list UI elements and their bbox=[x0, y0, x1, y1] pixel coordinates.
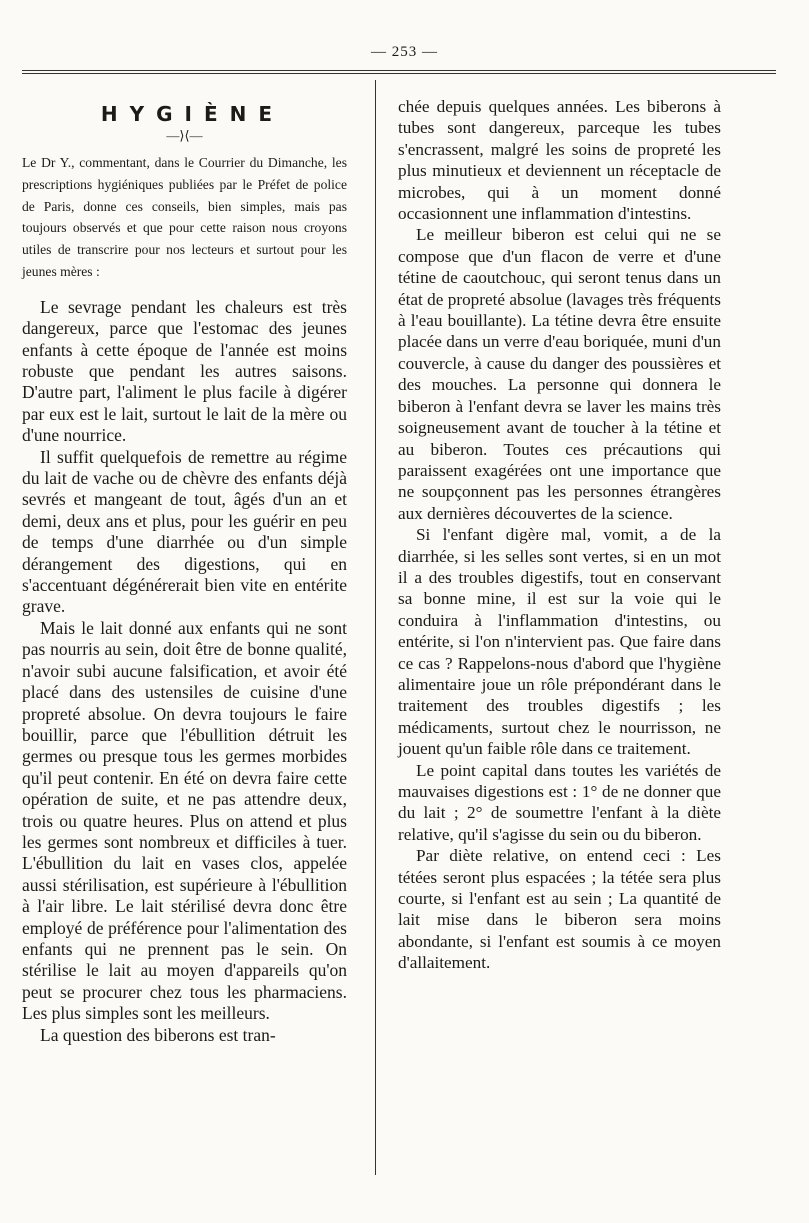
paragraph-continuation: chée depuis quelques années. Les biberons à tubes sont dangereux, parceque les tubes s'encrassent, malgré les soins de propreté les plus minutieux et deviennent un réceptacle de microbes, qui à un moment donné occasionnent une inflammation d'intestins. bbox=[398, 97, 721, 224]
paragraph: Il suffit quelquefois de remettre au régime du lait de vache ou de chèvre des enfants déjà sevrés et mangeant de tout, âgés d'un an et demi, deux ans et plus, pour les guérir en peu de temps d'une diarrhée ou d'un simple dérangement des digestions, qui en s'accentuant dégénérerait bien vite en entérite grave. bbox=[22, 446, 347, 617]
page-number: — 253 — bbox=[371, 44, 438, 60]
paragraph: Si l'enfant digère mal, vomit, a de la diarrhée, si les selles sont vertes, si en un mot il a des troubles digestifs, tout en conservant sa bonne mine, il est sur la voie qui le conduira à l'inflammation d'intestins, ou entérite, si l'on n'intervient pas. Que faire dans ce cas ? Rappelons-nous d'abord que l'hygiène alimentaire joue un rôle prépondérant dans le traitement des troubles digestifs ; les médicaments, surtout chez le nourrisson, ne jouent qu'un faible rôle dans ce traitement. bbox=[398, 525, 721, 759]
paragraph: Le meilleur biberon est celui qui ne se compose que d'un flacon de verre et d'une tétine de caoutchouc, qui seront tenus dans un état de propreté absolue (lavages très fréquents à l'eau bouillante). La tétine devra être ensuite placée dans un verre d'eau boriquée, muni d'un couvercle, à cause du danger des poussières et des mouches. La personne qui donnera le biberon à l'enfant devra se laver les mains très soigneusement avant de toucher à la tétine et au biberon. Toutes ces précautions qui paraissent exagérées ont une importance que ne soupçonnent pas les personnes étrangères aux dernières découvertes de la science. bbox=[398, 225, 721, 523]
paragraph: Le point capital dans toutes les variétés de mauvaises digestions est : 1° de ne donner que du lait ; 2° de soumettre l'enfant à la diète relative, qu'il s'agisse du sein ou du biberon. bbox=[398, 760, 721, 844]
paragraph: Mais le lait donné aux enfants qui ne sont pas nourris au sein, doit être de bonne qualité, n'avoir subi aucune falsification, et avoir été placé dans des ustensiles de cuisine d'une propreté absolue. On devra toujours le faire bouillir, parce que l'ébullition détruit les germes ou presque tous les germes morbides qu'il peut contenir. En été on devra faire cette opération de suite, et ne pas attendre deux, trois ou quatre heures. Plus on attend et plus les germes sont nombreux et difficiles à tuer. L'ébullition du lait en vases clos, appelée aussi stérilisation, est supérieure à l'ébullition à l'air libre. Le lait stérilisé devra donc être employé de préférence pour l'alimentation des enfants qui ne prennent pas le sein. On stérilise le lait au moyen d'appareils qu'on peut se procurer chez tous les pharmaciens. Les plus simples sont les meilleurs. bbox=[22, 617, 347, 1024]
article-intro bbox=[22, 152, 347, 283]
left-body bbox=[22, 297, 347, 1046]
article-title: HYGIÈNE bbox=[100, 102, 285, 126]
paragraph: Par diète relative, on entend ceci : Les tétées seront plus espacées ; la tétée sera plus courte, si l'enfant est au sein ; La quantité de lait mise dans le biberon sera moins abondante, si l'enfant est soumis à ce moyen d'allaitement. bbox=[398, 846, 721, 973]
right-body bbox=[398, 96, 721, 974]
paragraph: La question des biberons est tran- bbox=[40, 1024, 276, 1045]
paragraph: Le sevrage pendant les chaleurs est très dangereux, parce que l'estomac des jeunes enfants à cette époque de l'année est moins robuste que pendant les autres saisons. D'autre part, l'aliment le plus facile à digérer par eux est le lait, surtout le lait de la mère ou d'une nourrice. bbox=[22, 296, 347, 446]
right-column bbox=[398, 96, 721, 974]
left-column bbox=[22, 96, 347, 1046]
column-divider bbox=[375, 80, 376, 1175]
header-rule bbox=[22, 70, 776, 74]
intro-text: Le Dr Y., commentant, dans le Courrier du Dimanche, les prescriptions hygiéniques publiées par le Préfet de police de Paris, donne ces conseils, bien simples, mais pas toujours observés et que pour cette raison nous croyons utiles de transcrire pour nos lecteurs et surtout pour les jeunes mères : bbox=[22, 155, 347, 279]
title-ornament: —⟩⟨— bbox=[166, 128, 203, 143]
